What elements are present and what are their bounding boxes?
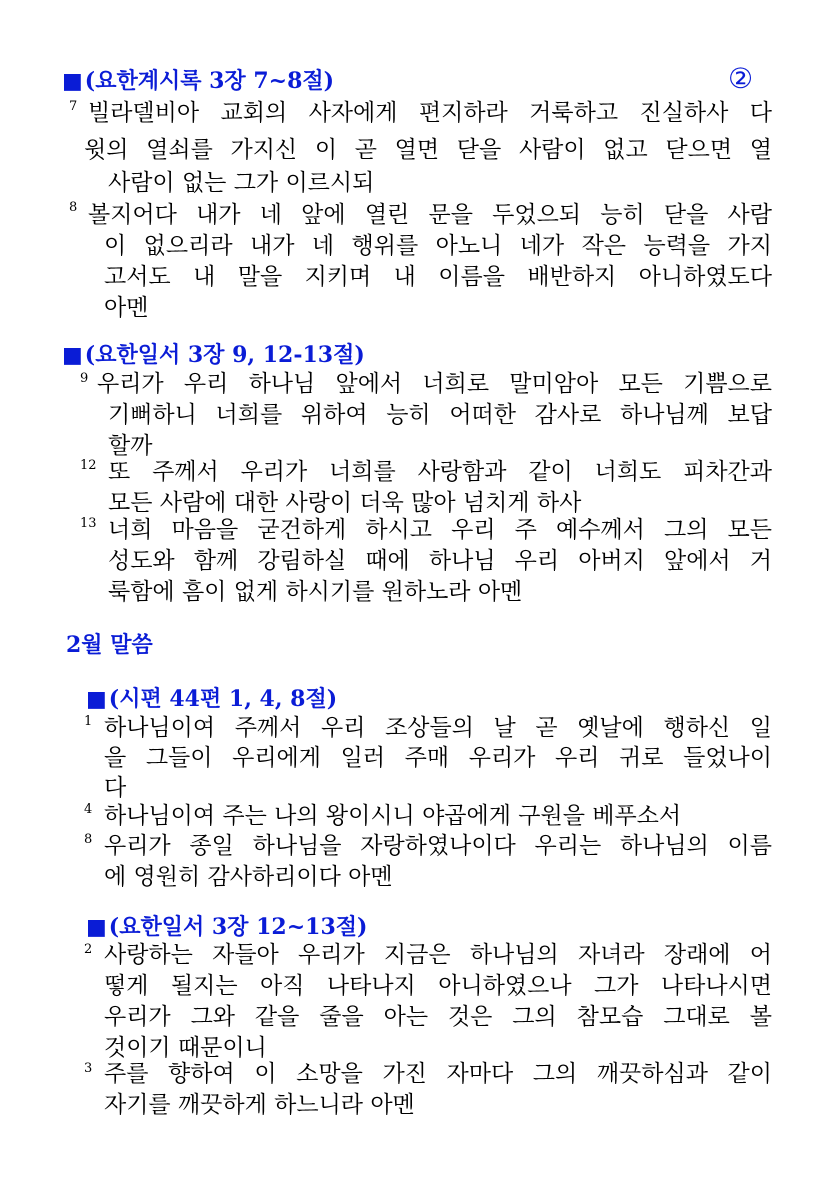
verse-number: 1 <box>84 714 93 729</box>
verse-number: 8 <box>69 200 78 215</box>
square-bullet-icon: ■ <box>62 342 83 368</box>
verse-number: 2 <box>84 942 93 957</box>
verse-number: 12 <box>80 458 97 473</box>
month-title: 2월 말씀 <box>66 632 153 658</box>
square-bullet-icon: ■ <box>62 68 83 94</box>
square-bullet-icon: ■ <box>86 686 107 712</box>
verse-number: 7 <box>69 99 78 114</box>
verse-line: 룩함에 흠이 없게 하시기를 원하노라 아멘 <box>108 579 523 605</box>
verse-line: 아멘 <box>104 295 149 321</box>
section-heading <box>62 68 334 94</box>
section-heading <box>86 914 367 940</box>
verse-line: 사랑하는 자들아 우리가 지금은 하나님의 자녀라 장래에 어 <box>104 942 772 968</box>
section-heading <box>86 686 337 712</box>
heading-text: (요한계시록 3장 7~8절) <box>84 68 335 94</box>
section-heading <box>62 342 365 368</box>
verse-line: 볼지어다 내가 네 앞에 열린 문을 두었으되 능히 닫을 사람 <box>88 202 772 228</box>
verse-number: 4 <box>84 802 93 817</box>
page-number: ② <box>728 62 754 95</box>
verse-line: 또 주께서 우리가 너희를 사랑함과 같이 너희도 피차간과 <box>108 459 772 485</box>
verse-number: 13 <box>80 516 97 531</box>
verse-line: 빌라델비아 교회의 사자에게 편지하라 거룩하고 진실하사 다 <box>88 100 772 126</box>
verse-line: 고서도 내 말을 지키며 내 이름을 배반하지 아니하였도다 <box>104 264 772 290</box>
verse-line: 떻게 될지는 아직 나타나지 아니하였으나 그가 나타나시면 <box>104 973 772 999</box>
verse-number: 9 <box>80 371 89 386</box>
verse-number: 8 <box>84 832 93 847</box>
verse-line: 우리가 종일 하나님을 자랑하였나이다 우리는 하나님의 이름 <box>104 833 772 859</box>
verse-line: 하나님이여 주께서 우리 조상들의 날 곧 옛날에 행하신 일 <box>104 715 772 741</box>
verse-line: 에 영원히 감사하리이다 아멘 <box>104 864 393 890</box>
verse-line: 이 없으리라 내가 네 행위를 아노니 네가 작은 능력을 가지 <box>104 233 772 259</box>
verse-line: 사람이 없는 그가 이르시되 <box>108 170 375 196</box>
verse-line: 우리가 그와 같을 줄을 아는 것은 그의 참모습 그대로 볼 <box>104 1004 772 1030</box>
verse-line: 주를 향하여 이 소망을 가진 자마다 그의 깨끗하심과 같이 <box>104 1061 772 1087</box>
heading-text: (요한일서 3장 12~13절) <box>108 914 368 940</box>
verse-line: 기뻐하니 너희를 위하여 능히 어떠한 감사로 하나님께 보답 <box>108 402 772 428</box>
verse-line: 성도와 함께 강림하실 때에 하나님 우리 아버지 앞에서 거 <box>108 548 772 574</box>
verse-line: 자기를 깨끗하게 하느니라 아멘 <box>104 1092 415 1118</box>
verse-line: 하나님이여 주는 나의 왕이시니 야곱에게 구원을 베푸소서 <box>104 803 682 829</box>
verse-line: 것이기 때문이니 <box>104 1035 267 1061</box>
verse-line: 을 그들이 우리에게 일러 주매 우리가 우리 귀로 들었나이 <box>104 745 772 771</box>
verse-line: 다 <box>104 775 127 801</box>
verse-number: 3 <box>84 1061 93 1076</box>
verse-line: 모든 사람에 대한 사랑이 더욱 많아 넘치게 하사 <box>108 490 582 516</box>
square-bullet-icon: ■ <box>86 914 107 940</box>
verse-line: 윗의 열쇠를 가지신 이 곧 열면 닫을 사람이 없고 닫으면 열 <box>84 137 772 163</box>
verse-line: 우리가 우리 하나님 앞에서 너희로 말미암아 모든 기쁨으로 <box>97 371 772 397</box>
verse-line: 너희 마음을 굳건하게 하시고 우리 주 예수께서 그의 모든 <box>108 517 772 543</box>
heading-text: (시편 44편 1, 4, 8절) <box>108 686 338 712</box>
verse-line: 할까 <box>108 433 153 459</box>
heading-text: (요한일서 3장 9, 12-13절) <box>84 342 365 368</box>
